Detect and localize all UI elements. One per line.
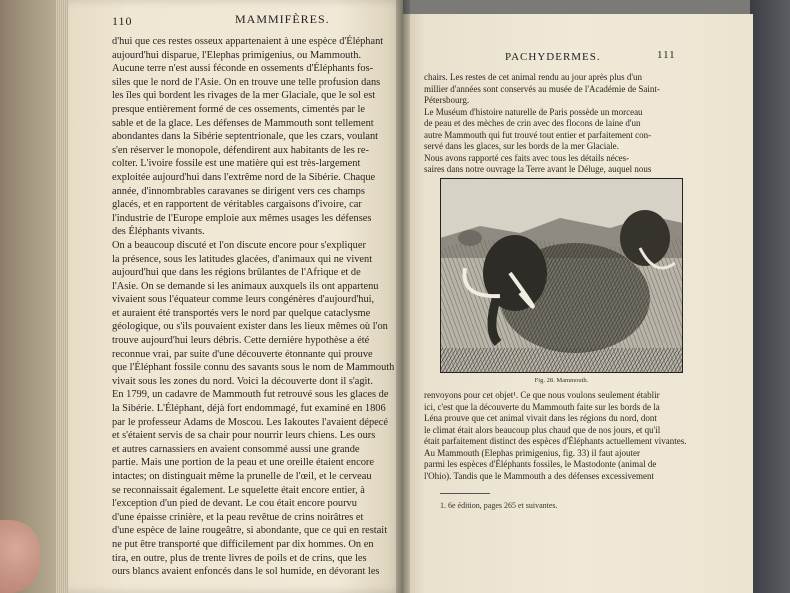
text-line: renvoyons pour cet objet¹. Ce que nous voulons seulement établir bbox=[424, 390, 660, 400]
text-line: colter. L'ivoire fossile est une matière qui est très-largement bbox=[112, 158, 361, 170]
text-line: était parfaitement distinct des espèces d'Éléphants actuellement vivantes. bbox=[424, 436, 687, 446]
mammoth-engraving bbox=[440, 178, 683, 373]
text-line: aujourd'hui disparue, l'Elephas primigenius, ou Mammouth. bbox=[112, 49, 362, 61]
text-line: trouve aujourd'hui leurs débris. Cette dernière hypothèse a été bbox=[112, 335, 370, 347]
text-line: et s'étaient servis de sa chair pour nourrir leurs chiens. Les ours bbox=[112, 430, 376, 442]
text-line: tira, en outre, plus de trente livres de poils et de crins, que les bbox=[112, 552, 367, 564]
text-line: saires dans notre ouvrage la Terre avant le Déluge, auquel nous bbox=[424, 164, 652, 174]
footnote-rule bbox=[440, 493, 490, 494]
text-line: intactes; on distinguait même la prunelle de l'œil, et le cerveau bbox=[112, 471, 372, 482]
text-line: d'hui que ces restes osseux appartenaient à une espèce d'Éléphant bbox=[112, 36, 384, 47]
text-line: de peau et des mèches de crin avec des flocons de laine d'un bbox=[424, 118, 641, 128]
text-line: exploitée aujourd'hui dans l'extrême nord de la Sibérie. Chaque bbox=[112, 171, 376, 183]
text-line: les îles qui bordent les rivages de la mer Glaciale, que le sol est bbox=[112, 90, 376, 102]
text-line: l'exception d'un pied de devant. Le cou était encore pourvu bbox=[112, 498, 357, 510]
text-line: vivaient sous l'équateur comme leurs congénères d'aujourd'hui, bbox=[112, 294, 375, 306]
text-line: Le Muséum d'histoire naturelle de Paris possède un morceau bbox=[424, 106, 643, 117]
right-page-body-top bbox=[424, 72, 694, 176]
text-line: Nous avons rapporté ces faits avec tous les détails néces- bbox=[424, 152, 630, 163]
text-line: géologique, ou s'ils pouvaient exister dans les lieux mêmes où l'on bbox=[112, 321, 388, 333]
right-running-head: PACHYDERMES. bbox=[505, 51, 601, 63]
text-line: d'une espèce de laine rougeâtre, si abondante, que ce qui en restait bbox=[112, 525, 388, 537]
text-line: d'une épaisse crinière, et la peau revêtue de crins noirâtres et bbox=[112, 511, 364, 523]
text-line: sable et de la glace. Les défenses de Mammouth sont tellement bbox=[112, 117, 374, 129]
text-line: l'Asie. On se demande si les animaux auxquels ils ont appartenu bbox=[112, 280, 379, 292]
text-line: que l'Éléphant fossile connu des savants sous le nom de Mammouth bbox=[112, 362, 394, 374]
left-page-number: 110 bbox=[112, 14, 133, 28]
text-line: servé dans les glaces, sur les bords de la mer Glaciale. bbox=[424, 141, 619, 151]
text-line: reconnue vrai, par suite d'une découverte étonnante qui prouve bbox=[112, 348, 373, 360]
left-running-head: MAMMIFÈRES. bbox=[235, 12, 330, 26]
text-line: l'industrie de l'Europe emploie aux mêmes usages les défenses bbox=[112, 212, 372, 224]
text-line: s'en réserver le monopole, défendirent aux habitants de les re- bbox=[112, 144, 369, 156]
text-line: année, d'innombrables caravanes se dirigent vers ces champs bbox=[112, 185, 365, 197]
figure-caption: Fig. 28. Mammouth. bbox=[534, 377, 589, 384]
text-line: ici, c'est que la découverte du Mammouth faite sur les bords de la bbox=[424, 401, 660, 412]
text-line: Pétersbourg. bbox=[424, 95, 470, 105]
text-line: partie. Mais une portion de la peau et une oreille étaient encore bbox=[112, 457, 374, 469]
text-line: ours blancs avaient enfoncés dans le sol humide, en dévorant les bbox=[112, 566, 380, 578]
text-line: On a beaucoup discuté et l'on discute encore pour s'expliquer bbox=[112, 239, 366, 251]
text-line: par le professeur Adams de Moscou. Les Iakoutes l'avaient dépecé bbox=[112, 416, 388, 428]
text-line: Au Mammouth (Elephas primigenius, fig. 33) il faut ajouter bbox=[424, 447, 640, 458]
text-line: et auraient été transportés vers le nord par quelque cataclysme bbox=[112, 307, 371, 319]
footnote: 1. 6e édition, pages 265 et suivantes. bbox=[440, 501, 558, 510]
text-line: la Sibérie. L'Éléphant, déjà fort endommagé, fut examiné en 1806 bbox=[112, 403, 386, 415]
text-line: glacés, et en rapportent de véritables cargaisons d'ivoire, car bbox=[112, 199, 362, 211]
text-line: ne put être transporté que difficilement par dix hommes. On en bbox=[112, 538, 374, 550]
text-line: siles que le nord de l'Asie. On en trouve une telle profusion dans bbox=[112, 76, 381, 88]
text-line: vivait sous les zones du nord. Voici la découverte dont il s'agit. bbox=[112, 375, 373, 387]
text-line: chairs. Les restes de cet animal rendu au jour après plus d'un bbox=[424, 72, 643, 82]
text-line: et autres carnassiers en avaient consommé aussi une grande bbox=[112, 443, 360, 455]
text-line: parmi les espèces d'Éléphants fossiles, le Mastodonte (animal de bbox=[424, 459, 657, 469]
book-cover-edge bbox=[750, 0, 790, 593]
text-line: des Éléphants vivants. bbox=[112, 226, 205, 238]
right-page-body-bottom bbox=[424, 390, 700, 482]
text-line: presque entièrement formé de ces ossements, cimentés par le bbox=[112, 103, 366, 115]
text-line: Léna prouve que cet animal vivait dans les régions du nord, dont bbox=[424, 413, 657, 423]
text-line: Aucune terre n'est aussi féconde en ossements d'Éléphants fos- bbox=[112, 63, 374, 75]
text-line: le climat était alors beaucoup plus chaud que de nos jours, et qu'il bbox=[424, 424, 661, 435]
text-line: se reconnaissait également. Le squelette était encore entier, à bbox=[112, 484, 365, 496]
text-line: autre Mammouth qui fut trouvé tout entier et parfaitement con- bbox=[424, 129, 652, 140]
text-line: En 1799, un cadavre de Mammouth fut retrouvé sous les glaces de bbox=[112, 389, 389, 401]
right-page-number: 111 bbox=[657, 49, 676, 61]
text-line: abondantes dans la Sibérie septentrionale, que les czars, voulant bbox=[112, 131, 379, 143]
left-page-body bbox=[112, 35, 394, 579]
book-gutter bbox=[396, 0, 410, 593]
text-line: aujourd'hui que dans les régions brûlantes de l'Afrique et de bbox=[112, 267, 361, 279]
text-line: millier d'années sont conservés au musée de l'Académie de Saint- bbox=[424, 83, 660, 94]
text-line: l'Ohio). Tandis que le Mammouth a des défenses excessivement bbox=[424, 470, 655, 481]
text-line: la présence, sous les latitudes glacées, d'animaux qui ne vivent bbox=[112, 253, 373, 265]
